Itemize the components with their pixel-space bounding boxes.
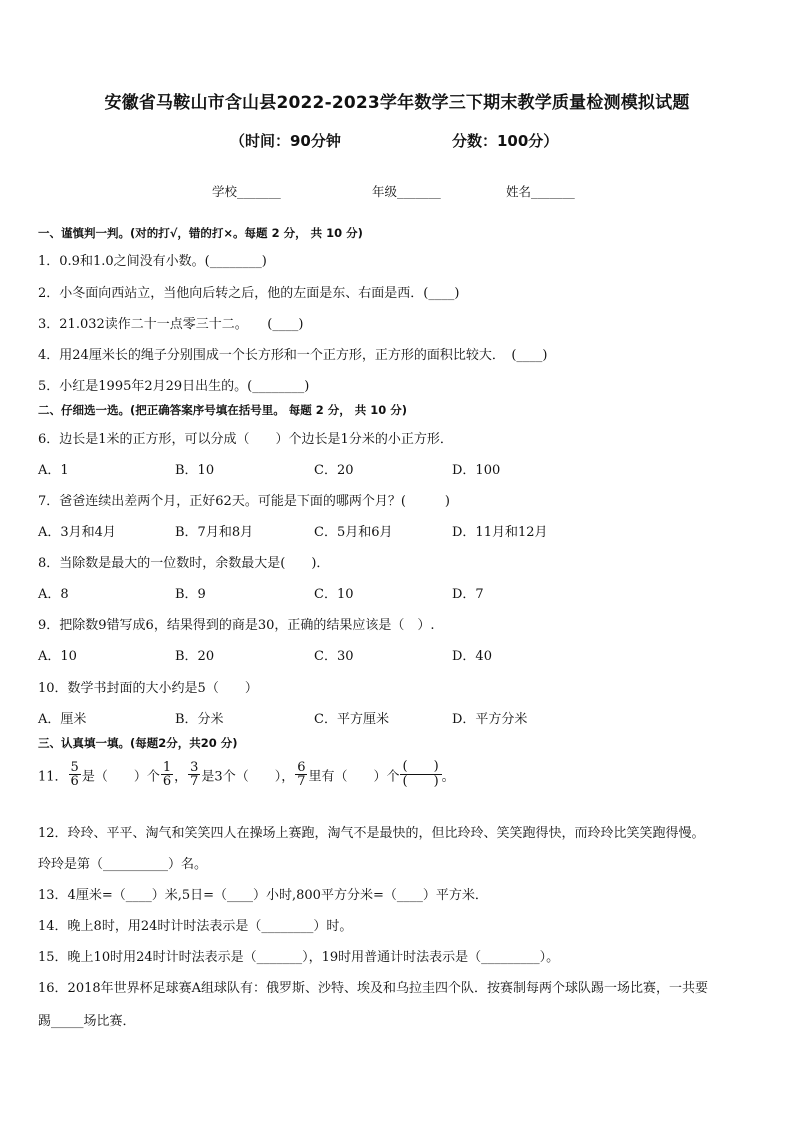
numerator: 6 [297, 759, 306, 775]
option: A．厘米 [38, 712, 87, 727]
question-7: 7．爸爸连续出差两个月，正好62天。可能是下面的哪两个月？( ) [38, 494, 450, 509]
section-heading: 二、仔细选一选。(把正确答案序号填在括号里。 每题 2 分， 共 10 分) [38, 403, 408, 417]
option: C．20 [314, 463, 354, 478]
option: B．分米 [175, 712, 224, 727]
question-number: 11． [38, 769, 68, 785]
question-12: 12．玲玲、平平、淘气和笑笑四人在操场上赛跑，淘气不是最快的，但比玲玲、笑笑跑得快，而玲玲比笑笑跑得慢。 [38, 826, 705, 841]
question-1: 1．0.9和1.0之间没有小数。(________) [38, 254, 267, 269]
option: D．11月和12月 [452, 525, 548, 540]
option: B．9 [175, 587, 206, 602]
grade-field: 年级_______ [372, 184, 441, 199]
option: C．5月和6月 [314, 525, 393, 540]
question-3: 3．21.032读作二十一点零三十二。 (____) [38, 317, 304, 332]
school-field: 学校_______ [212, 184, 281, 199]
question-15: 15．晚上10时用24时计时法表示是（_______），19时用普通计时法表示是（_________）。 [38, 950, 560, 965]
page-title: 安徽省马鞍山市含山县2022-2023学年数学三下期末教学质量检测模拟试题 [104, 93, 690, 113]
option: A．1 [38, 463, 69, 478]
fraction [188, 761, 200, 789]
question-text: 。 [441, 769, 455, 785]
question-12-cont: 玲玲是第（__________）名。 [38, 857, 208, 872]
fraction [295, 761, 307, 789]
question-8: 8．当除数是最大的一位数时，余数最大是( )． [38, 556, 330, 571]
option: D．平方分米 [452, 712, 528, 727]
option: A．10 [38, 649, 77, 664]
exam-time: （时间：90分钟 [230, 132, 341, 150]
section-heading: 一、谨慎判一判。(对的打√，错的打×。每题 2 分， 共 10 分) [38, 226, 363, 240]
option: B．7月和8月 [175, 525, 254, 540]
numerator: 3 [190, 759, 199, 775]
question-16-cont: 踢_____场比赛． [38, 1014, 136, 1029]
denominator: 7 [190, 774, 199, 790]
denominator: 6 [70, 774, 79, 790]
name-field: 姓名_______ [506, 184, 575, 199]
question-16: 16．2018年世界杯足球赛A组球队有：俄罗斯、沙特、埃及和乌拉圭四个队．按赛制每两个球队踢一场比赛，一共要 [38, 981, 709, 996]
question-text: 是（ ）个 [81, 769, 160, 785]
question-5: 5．小红是1995年2月29日出生的。(________) [38, 379, 310, 394]
option: B．20 [175, 649, 215, 664]
option: C．平方厘米 [314, 712, 389, 727]
fraction [69, 761, 81, 789]
question-11 [38, 760, 455, 790]
denominator: 6 [162, 774, 172, 790]
option: D．100 [452, 463, 501, 478]
option: D．40 [452, 649, 492, 664]
option: A．3月和4月 [38, 525, 116, 540]
blank-numerator: ( ) [400, 760, 442, 775]
question-2: 2．小冬面向西站立，当他向后转之后，他的左面是东、右面是西．(____) [38, 286, 460, 301]
blank-denominator: ( ) [402, 774, 439, 790]
question-9: 9．把除数9错写成6，结果得到的商是30，正确的结果应该是（ ）. [38, 618, 435, 633]
blank-fraction [400, 760, 442, 790]
numerator: 5 [70, 759, 79, 775]
denominator: 7 [297, 774, 306, 790]
option: D．7 [452, 587, 484, 602]
option: B．10 [175, 463, 215, 478]
option: A．8 [38, 587, 69, 602]
section-heading: 三、认真填一填。(每题2分，共20 分) [38, 736, 238, 750]
question-text: 是3个（ ）， [201, 769, 295, 785]
question-text: ， [174, 769, 188, 785]
option: C．10 [314, 587, 354, 602]
question-10: 10．数学书封面的大小约是5（ ） [38, 681, 258, 696]
option: C．30 [314, 649, 354, 664]
question-text: 里有（ ）个 [308, 769, 400, 785]
exam-score: 分数：100分） [452, 132, 559, 150]
numerator: 1 [162, 759, 172, 775]
question-13: 13．4厘米=（____）米,5日=（____）小时,800平方分米=（____）平方米． [38, 888, 488, 903]
question-4: 4．用24厘米长的绳子分别围成一个长方形和一个正方形，正方形的面积比较大． (____) [38, 348, 548, 363]
question-6: 6．边长是1米的正方形，可以分成（ ）个边长是1分米的小正方形． [38, 432, 453, 447]
fraction [161, 761, 173, 789]
question-14: 14．晚上8时，用24时计时法表示是（________）时。 [38, 919, 353, 934]
